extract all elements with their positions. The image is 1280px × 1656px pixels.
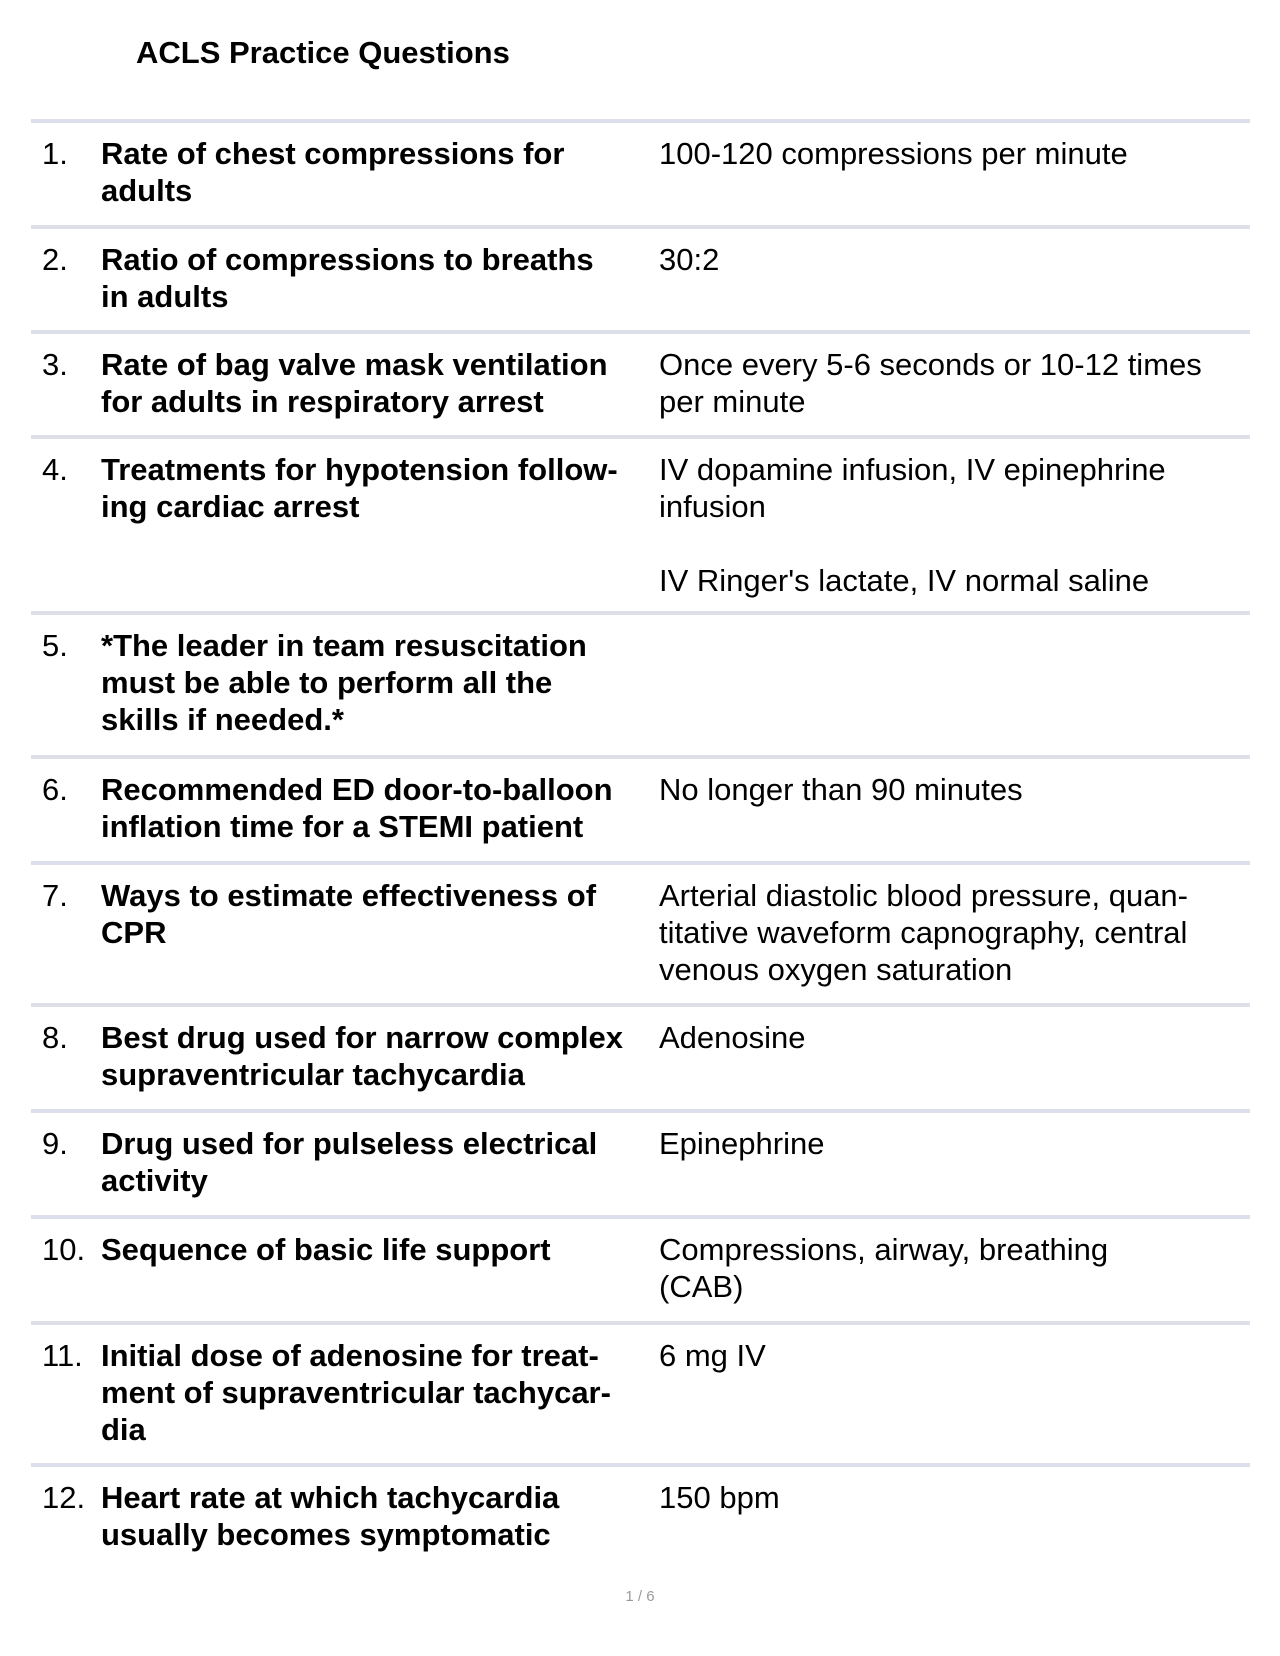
question-answer: 6 mg IV xyxy=(659,1338,766,1373)
question-term: *The leader in team resuscitation must be able to perform all the skills if needed.* xyxy=(101,628,587,737)
question-number: 5. xyxy=(42,628,68,663)
question-number: 2. xyxy=(42,242,68,277)
question-term: Rate of chest compressions for adults xyxy=(101,136,565,208)
question-answer: 150 bpm xyxy=(659,1480,780,1515)
page-indicator: 1 / 6 xyxy=(625,1588,655,1605)
question-term: Ways to estimate effectiveness of CPR xyxy=(101,878,597,950)
question-row xyxy=(31,225,1250,330)
question-row xyxy=(31,1215,1250,1321)
question-answer: Once every 5-6 seconds or 10-12 times per minute xyxy=(659,347,1202,419)
document-title: ACLS Practice Questions xyxy=(136,35,510,70)
question-term: Drug used for pulseless electrical activity xyxy=(101,1126,598,1198)
question-term: Recommended ED door-to-balloon inflation time for a STEMI patient xyxy=(101,772,613,844)
question-number: 10. xyxy=(42,1232,86,1267)
question-list xyxy=(31,119,1250,1574)
question-answer: Epinephrine xyxy=(659,1126,825,1161)
question-row xyxy=(31,1321,1250,1463)
question-answer: No longer than 90 minutes xyxy=(659,772,1023,807)
question-row xyxy=(31,611,1250,755)
question-answer: Compressions, airway, breathing (CAB) xyxy=(659,1232,1109,1304)
question-answer: IV dopamine infusion, IV epinephrine infusion IV Ringer's lactate, IV normal saline xyxy=(659,452,1166,598)
question-term: Ratio of compressions to breaths in adults xyxy=(101,242,594,314)
question-row xyxy=(31,119,1250,225)
question-number: 8. xyxy=(42,1020,68,1055)
question-term: Treatments for hypotension follow- ing cardiac arrest xyxy=(101,452,618,524)
question-answer: Adenosine xyxy=(659,1020,806,1055)
question-row xyxy=(31,1463,1250,1574)
question-number: 6. xyxy=(42,772,68,807)
question-number: 7. xyxy=(42,878,68,913)
question-row xyxy=(31,1109,1250,1215)
question-term: Sequence of basic life support xyxy=(101,1232,551,1267)
question-number: 4. xyxy=(42,452,68,487)
question-number: 11. xyxy=(42,1338,83,1373)
question-number: 12. xyxy=(42,1480,86,1515)
question-number: 1. xyxy=(42,136,68,171)
question-term: Initial dose of adenosine for treat- ment of supraventricular tachycar- dia xyxy=(101,1338,611,1447)
question-answer: 100-120 compressions per minute xyxy=(659,136,1128,171)
question-answer: 30:2 xyxy=(659,242,720,277)
question-term: Best drug used for narrow complex supraventricular tachycardia xyxy=(101,1020,623,1092)
question-number: 3. xyxy=(42,347,68,382)
question-row xyxy=(31,330,1250,435)
question-row xyxy=(31,1003,1250,1109)
question-row xyxy=(31,435,1250,611)
question-term: Heart rate at which tachycardia usually becomes symptomatic xyxy=(101,1480,560,1552)
question-term: Rate of bag valve mask ventilation for adults in respiratory arrest xyxy=(101,347,608,419)
question-row xyxy=(31,755,1250,861)
question-number: 9. xyxy=(42,1126,68,1161)
question-row xyxy=(31,861,1250,1003)
question-answer: Arterial diastolic blood pressure, quan- titative waveform capnography, central venous oxygen saturation xyxy=(659,878,1188,987)
